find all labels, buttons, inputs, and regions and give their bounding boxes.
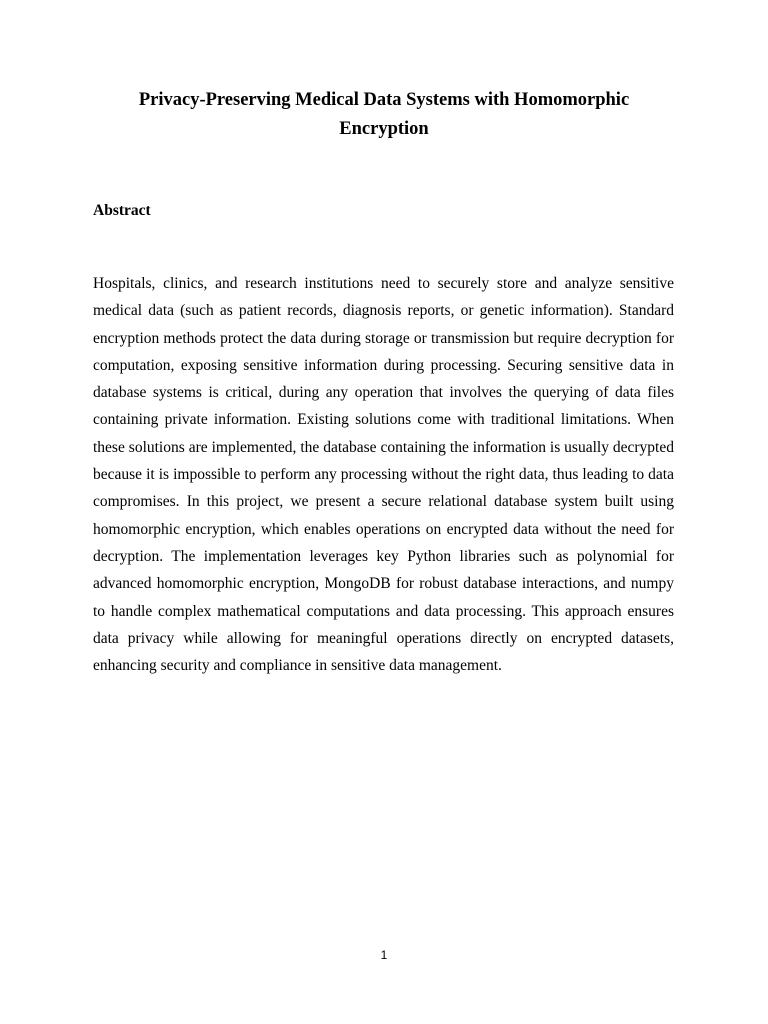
page-number: 1 <box>380 948 388 962</box>
document-title: Privacy-Preserving Medical Data Systems with Homomorphic Encryption <box>138 90 630 139</box>
abstract-paragraph: Hospitals, clinics, and research institutions need to securely store and analyze sensitive medical data (such as patient records, diagnosis reports, or genetic information). Standard encryption methods protect the data during storage or transmission but require decryption for computation, exposing sensitive information during processing. Securing sensitive data in database systems is critical, during any operation that involves the querying of data files containing private information. Existing solutions come with traditional limitations. When these solutions are implemented, the database containing the information is usually decrypted because it is impossible to perform any processing without the right data, thus leading to data compromises. In this project, we present a secure relational database system built using homomorphic encryption, which enables operations on encrypted data without the need for decryption. The implementation leverages key Python libraries such as polynomial for advanced homomorphic encryption, MongoDB for robust database interactions, and numpy to handle complex mathematical computations and data processing. This approach ensures data privacy while allowing for meaningful operations directly on encrypted datasets, enhancing security and compliance in sensitive data management. <box>93 275 674 675</box>
abstract-heading: Abstract <box>93 202 151 219</box>
